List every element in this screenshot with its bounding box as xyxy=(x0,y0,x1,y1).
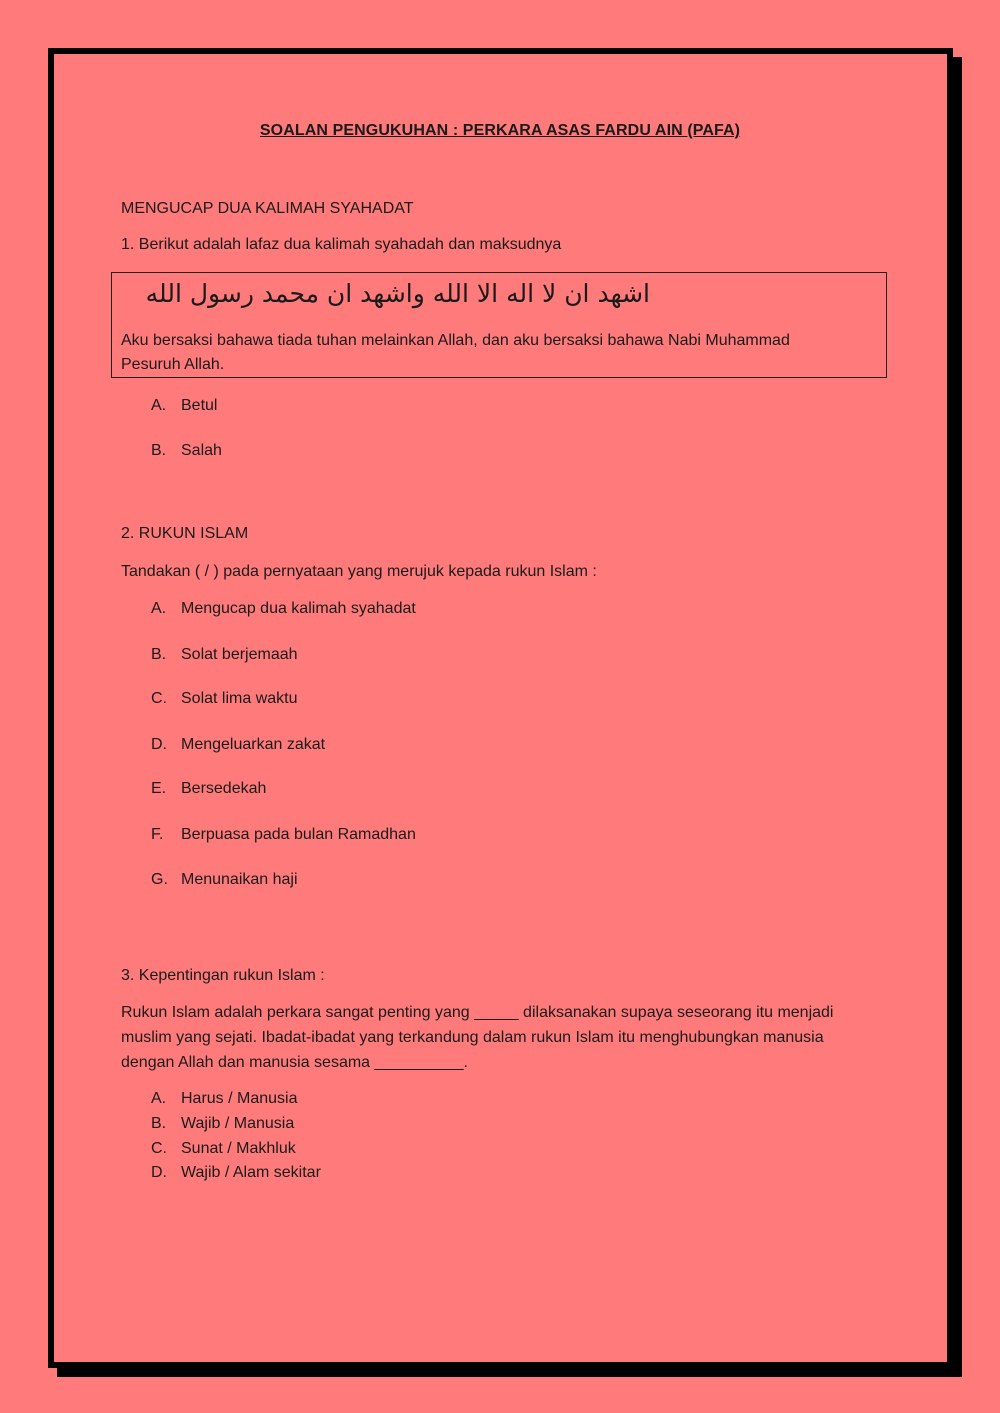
option-2b[interactable]: B. Solat berjemaah xyxy=(151,646,298,663)
para-line-2: muslim yang sejati. Ibadat-ibadat yang terkandung dalam rukun Islam itu menghubungkan manusia xyxy=(121,1029,824,1046)
section2-heading: 2. RUKUN ISLAM xyxy=(121,525,249,542)
page-title: SOALAN PENGUKUHAN : PERKARA ASAS FARDU AIN (PAFA) xyxy=(259,122,741,139)
meaning-line-2: Pesuruh Allah. xyxy=(121,356,225,373)
option-2e[interactable]: E. Bersedekah xyxy=(151,780,267,797)
section2-instruction: Tandakan ( / ) pada pernyataan yang merujuk kepada rukun Islam : xyxy=(121,563,597,580)
option-2a[interactable]: A. Mengucap dua kalimah syahadat xyxy=(151,600,416,617)
option-2d[interactable]: D. Mengeluarkan zakat xyxy=(151,736,326,753)
section1-heading: MENGUCAP DUA KALIMAH SYAHADAT xyxy=(121,200,414,217)
section3-heading: 3. Kepentingan rukun Islam : xyxy=(121,967,325,984)
option-2f[interactable]: F. Berpuasa pada bulan Ramadhan xyxy=(151,826,416,843)
option-3c[interactable]: C. Sunat / Makhluk xyxy=(151,1140,296,1157)
option-2g[interactable]: G. Menunaikan haji xyxy=(151,871,298,888)
option-3a[interactable]: A. Harus / Manusia xyxy=(151,1090,298,1107)
option-2c[interactable]: C. Solat lima waktu xyxy=(151,690,298,707)
question-1: 1. Berikut adalah lafaz dua kalimah syahadah dan maksudnya xyxy=(121,236,562,253)
option-3d[interactable]: D. Wajib / Alam sekitar xyxy=(151,1164,321,1181)
para-line-3: dengan Allah dan manusia sesama __________. xyxy=(121,1054,468,1071)
option-1b[interactable]: B. Salah xyxy=(151,442,222,459)
arabic-syahadah: اشهد ان لا اله الا الله واشهد ان محمد رسول الله xyxy=(145,279,650,308)
para-line-1: Rukun Islam adalah perkara sangat penting yang _____ dilaksanakan supaya seseorang itu menjadi xyxy=(121,1004,834,1021)
option-3b[interactable]: B. Wajib / Manusia xyxy=(151,1115,295,1132)
meaning-line-1: Aku bersaksi bahawa tiada tuhan melainkan Allah, dan aku bersaksi bahawa Nabi Muhammad xyxy=(121,332,790,349)
option-1a[interactable]: A. Betul xyxy=(151,397,218,414)
